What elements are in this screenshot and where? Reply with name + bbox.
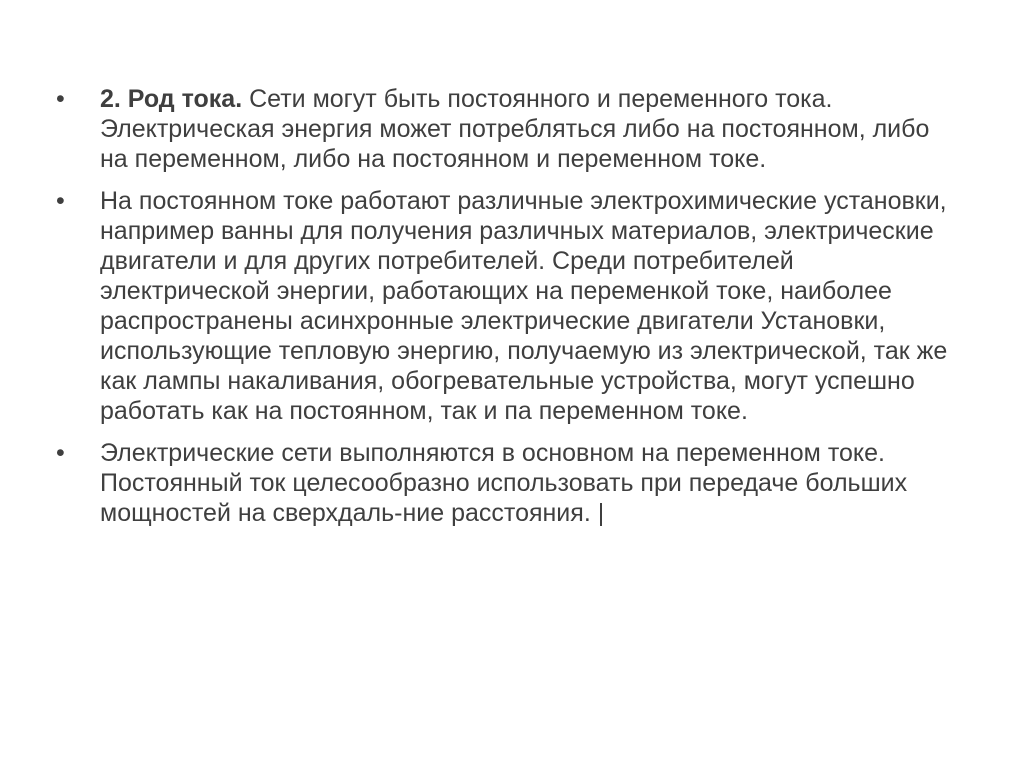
bullet-text: Сети могут быть постоянного и переменного тока. Электрическая энергия может потребляться либо на постоянном, либо на переменном, либо на постоянном и переменном токе. [100, 85, 930, 173]
bullet-text: На постоянном токе работают различные электрохимические установки, например ванны для получения различных материалов, электрические двигатели и для других потребителей. Среди потребителей электрической энергии, работающих на переменкой токе, наиболее распространены асинхронные электрические двигатели Установки, использующие тепловую энергию, получаемую из электрической, так же как лампы накаливания, обогревательные устройства, могут успешно работать как на постоянном, так и па переменном токе. [100, 187, 948, 425]
bullet-item-current-type [56, 84, 956, 174]
bullet-heading: 2. Род тока. [100, 85, 243, 113]
bullet-item-networks [56, 438, 956, 528]
bullet-text: Электрические сети выполняются в основном на переменном токе. Постоянный ток целесообразно использовать при передаче больших мощностей на сверхдаль-ние расстояния. | [100, 439, 908, 527]
bullet-item-dc-consumers [56, 186, 956, 426]
bullet-list [56, 84, 956, 540]
bullet-dot-icon: • [56, 439, 65, 467]
bullet-dot-icon: • [56, 187, 65, 215]
bullet-dot-icon: • [56, 85, 65, 113]
